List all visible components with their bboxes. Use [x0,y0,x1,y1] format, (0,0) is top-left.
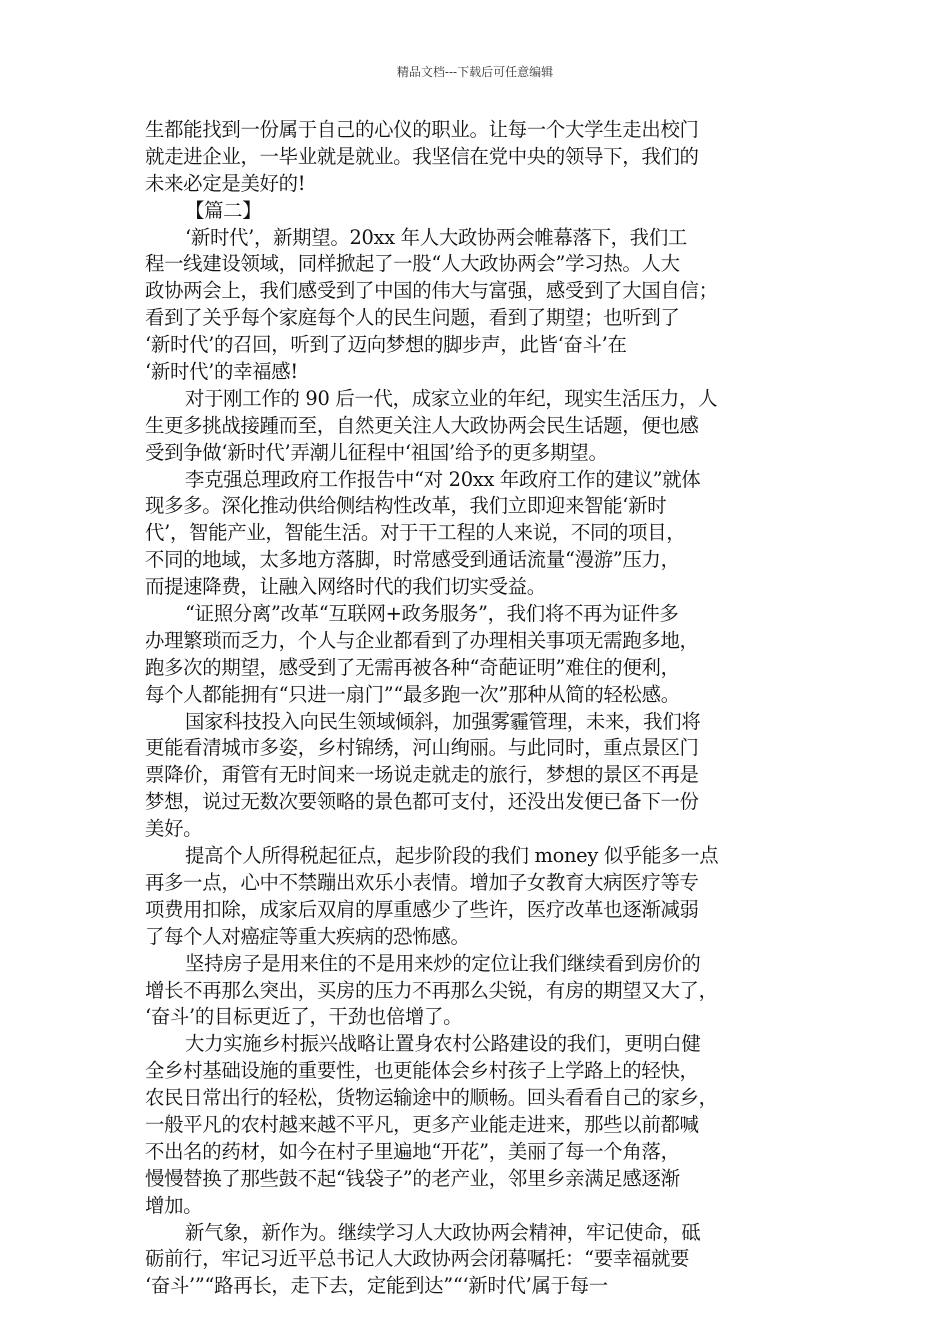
text-line: 更能看清城市多姿，乡村锦绣，河山绚丽。与此同时，重点景区门 [145,736,699,760]
text-line: 农民日常出行的轻松，货物运输途中的顺畅。回头看看自己的家乡， [145,1086,718,1110]
text-line: 再多一点，心中不禁蹦出欢乐小表情。增加子女教育大病医疗等专 [145,870,699,894]
text-line: ‘新时代’的召回，听到了迈向梦想的脚步声，此皆‘奋斗’在 [145,333,627,357]
text-line: 美好。 [145,817,203,841]
text-line: 砺前行，牢记习近平总书记人大政协两会闭幕嘱托：“要幸福就要 [145,1247,690,1271]
page-header: 精品文档---下载后可任意编辑 [396,65,554,79]
text-line: 看到了关乎每个家庭每个人的民生问题，看到了期望；也听到了 [145,306,680,330]
text-line: 不出名的药材，如今在村子里遍地“开花”，美丽了每一个角落， [145,1139,680,1163]
text-line: 了每个人对癌症等重大疾病的恐怖感。 [145,924,470,948]
text-line: ‘新时代’，新期望。20xx 年人大政协两会帷幕落下，我们工 [185,225,688,249]
text-line: 不同的地域，太多地方落脚，时常感受到通话流量“漫游”压力， [145,548,680,572]
text-line: 而提速降费，让融入网络时代的我们切实受益。 [145,575,546,599]
document-body [145,117,811,1300]
text-line: 受到争做‘新时代’弄潮儿征程中‘祖国’给予的更多期望。 [145,440,608,464]
text-line: 对于刚工作的 90 后一代，成家立业的年纪，现实生活压力，人 [185,386,718,410]
text-line: 程一线建设领域，同样掀起了一股“人大政协两会”学习热。人大 [145,252,680,276]
text-line: 【篇二】 [185,198,262,222]
text-line: 就走进企业，一毕业就是就业。我坚信在党中央的领导下，我们的 [145,144,699,168]
text-line: 代’，智能产业，智能生活。对于干工程的人来说，不同的项目， [145,521,686,545]
text-line: 大力实施乡村振兴战略让置身农村公路建设的我们，更明白健 [185,1032,701,1056]
text-line: 每个人都能拥有“只进一扇门”“最多跑一次”那种从简的轻松感。 [145,682,680,706]
text-line: 提高个人所得税起征点，起步阶段的我们 money 似乎能多一点 [185,844,719,868]
text-line: 政协两会上，我们感受到了中国的伟大与富强，感受到了大国自信； [145,279,718,303]
text-line: 办理繁琐而乏力，个人与企业都看到了办理相关事项无需跑多地， [145,628,699,652]
text-line: 国家科技投入向民生领域倾斜，加强雾霾管理，未来，我们将 [185,709,701,733]
text-line: 跑多次的期望，感受到了无需再被各种“奇葩证明”难住的便利， [145,655,680,679]
text-line: 慢慢替换了那些鼓不起“钱袋子”的老产业，邻里乡亲满足感逐渐 [145,1166,680,1190]
text-line: 坚持房子是用来住的不是用来炒的定位让我们继续看到房价的 [185,951,701,975]
text-line: 新气象，新作为。继续学习人大政协两会精神，牢记使命，砥 [185,1220,701,1244]
text-line: 生都能找到一份属于自己的心仪的职业。让每一个大学生走出校门 [145,118,699,141]
text-line: 项费用扣除，成家后双肩的厚重感少了些许，医疗改革也逐渐减弱 [145,897,699,921]
text-line: ‘新时代’的幸福感! [145,360,298,384]
text-line: 李克强总理政府工作报告中“对 20xx 年政府工作的建议”就体 [185,467,701,491]
text-line: 全乡村基础设施的重要性，也更能体会乡村孩子上学路上的轻快， [145,1059,699,1083]
text-line: 梦想，说过无数次要领略的景色都可支付，还没出发便已备下一份 [145,790,699,814]
text-line: 未来必定是美好的! [145,171,306,195]
text-line: 增加。 [145,1193,203,1217]
text-line: 增长不再那么突出，买房的压力不再那么尖锐，有房的期望又大了， [145,978,718,1002]
text-line: 票降价，甭管有无时间来一场说走就走的旅行，梦想的景区不再是 [145,763,699,787]
text-line: ‘奋斗’”“路再长，走下去，定能到达”“‘新时代’属于每一 [145,1274,608,1298]
text-line: 一般平凡的农村越来越不平凡，更多产业能走进来，那些以前都喊 [145,1112,699,1136]
text-line: “证照分离”改革“互联网+政务服务”，我们将不再为证件多 [185,602,679,626]
text-line: ‘奋斗’的目标更近了，干劲也倍增了。 [145,1005,463,1029]
text-line: 现多多。深化推动供给侧结构性改革，我们立即迎来智能‘新时 [145,494,667,518]
text-line: 生更多挑战接踵而至，自然更关注人大政协两会民生话题，便也感 [145,413,699,437]
